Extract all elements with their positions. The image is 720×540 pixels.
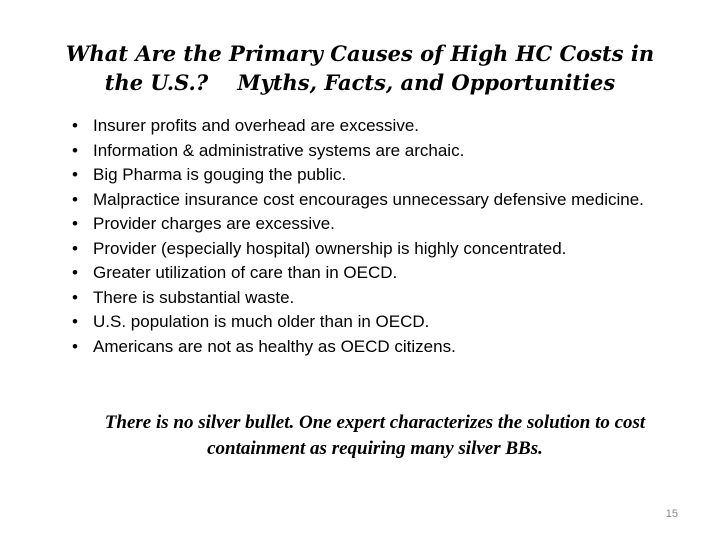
- bullet-item: [72, 165, 682, 185]
- bullet-marker: •: [72, 189, 78, 209]
- bullet-list: [72, 116, 682, 361]
- bullet-text: Insurer profits and overhead are excessive.: [93, 116, 420, 135]
- title-line-1: What Are the Primary Causes of High HC Costs in: [65, 41, 655, 66]
- bullet-item: [72, 190, 682, 210]
- bullet-text: There is substantial waste.: [93, 287, 295, 307]
- bullet-text: Big Pharma is gouging the public.: [93, 165, 347, 184]
- bullet-marker: •: [72, 238, 78, 258]
- bullet-item: [72, 263, 682, 283]
- bullet-item: [72, 141, 682, 161]
- bullet-item: [72, 116, 682, 136]
- bullet-marker: •: [72, 336, 78, 356]
- bullet-item: [72, 312, 682, 332]
- bullet-marker: •: [72, 214, 78, 233]
- bullet-text: Information & administrative systems are archaic.: [93, 140, 465, 160]
- bullet-text: Americans are not as healthy as OECD citizens.: [93, 336, 456, 356]
- bullet-marker: •: [72, 140, 78, 160]
- bullet-marker: •: [72, 263, 78, 282]
- bullet-item: [72, 337, 682, 357]
- page-number: 15: [665, 508, 678, 520]
- bullet-text: Greater utilization of care than in OECD.: [93, 263, 398, 282]
- conclusion-text: There is no silver bullet. One expert characterizes the solution to cost containment as requiring many silver BBs.: [104, 412, 646, 459]
- bullet-marker: •: [72, 312, 78, 331]
- bullet-text: U.S. population is much older than in OECD.: [93, 312, 430, 331]
- bullet-marker: •: [72, 287, 78, 307]
- bullet-text: Malpractice insurance cost encourages unnecessary defensive medicine.: [93, 189, 644, 209]
- bullet-item: [72, 239, 682, 259]
- bullet-text: Provider (especially hospital) ownership is highly concentrated.: [93, 238, 567, 258]
- bullet-item: [72, 214, 682, 234]
- slide-title: [30, 39, 690, 97]
- bullet-item: [72, 288, 682, 308]
- bullet-marker: •: [72, 116, 78, 135]
- bullet-text: Provider charges are excessive.: [93, 214, 335, 233]
- bullet-marker: •: [72, 165, 78, 184]
- title-line-2: the U.S.? Myths, Facts, and Opportunities: [104, 70, 616, 95]
